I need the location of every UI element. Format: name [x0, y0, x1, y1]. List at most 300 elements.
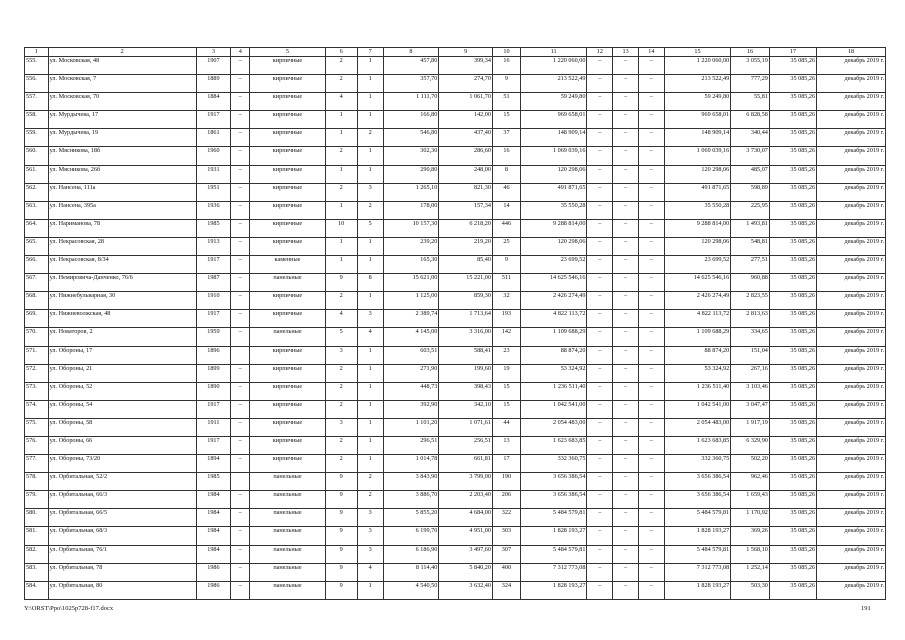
wall-material-cell: каменные	[250, 256, 325, 274]
wall-material-cell: кирпичные	[250, 418, 325, 436]
table-row	[25, 310, 886, 328]
repair-cost-cell: 2 054 483,00	[520, 418, 587, 436]
repair-deadline-cell: декабрь 2019 г.	[817, 563, 886, 581]
total-cost-cell: 14 625 546,16	[664, 274, 731, 292]
build-year-cell: 1986	[196, 581, 230, 599]
col-12-cell: –	[587, 75, 613, 93]
table-row	[25, 274, 886, 292]
floors-cell: 2	[325, 57, 357, 75]
living-area-cell: 4 684,00	[439, 509, 493, 527]
row-index-cell: 560.	[25, 147, 49, 165]
total-area-cell: 4 540,50	[383, 581, 439, 599]
cost-per-sqm-cell: 1 493,81	[731, 219, 770, 237]
total-cost-cell: 1 109 688,29	[664, 328, 731, 346]
build-year-cell: 1984	[196, 491, 230, 509]
col-4-cell: –	[231, 292, 250, 310]
cost-per-sqm-cell: 962,46	[731, 473, 770, 491]
total-cost-cell: 120 298,06	[664, 237, 731, 255]
max-cost-cell: 35 085,26	[769, 581, 816, 599]
total-cost-cell: 4 822 113,72	[664, 310, 731, 328]
table-row	[25, 527, 886, 545]
floors-cell: 2	[325, 183, 357, 201]
residents-cell: 9	[492, 75, 520, 93]
total-area-cell: 8 114,40	[383, 563, 439, 581]
table-body	[25, 57, 886, 600]
entrances-cell: 3	[357, 310, 383, 328]
max-cost-cell: 35 085,26	[769, 328, 816, 346]
table-row	[25, 165, 886, 183]
total-area-cell: 165,30	[383, 256, 439, 274]
build-year-cell: 1917	[196, 111, 230, 129]
address-cell: ул. Мясникова, 26б	[48, 165, 196, 183]
floors-cell: 2	[325, 147, 357, 165]
wall-material-cell: кирпичные	[250, 165, 325, 183]
floors-cell: 9	[325, 509, 357, 527]
col-13-cell: –	[613, 57, 639, 75]
max-cost-cell: 35 085,26	[769, 75, 816, 93]
repair-cost-cell: 7 312 773,08	[520, 563, 587, 581]
col-13-cell: –	[613, 237, 639, 255]
col-13-cell: –	[613, 111, 639, 129]
build-year-cell: 1894	[196, 455, 230, 473]
living-area-cell: 1 061,70	[439, 93, 493, 111]
col-4-cell: –	[231, 274, 250, 292]
repair-cost-cell: 23 699,52	[520, 256, 587, 274]
total-area-cell: 15 621,00	[383, 274, 439, 292]
col-12-cell: –	[587, 491, 613, 509]
col-12-cell: –	[587, 527, 613, 545]
repair-cost-cell: 9 288 814,00	[520, 219, 587, 237]
col-14-cell: –	[638, 129, 664, 147]
total-area-cell: 1 125,00	[383, 292, 439, 310]
living-area-cell: 859,30	[439, 292, 493, 310]
living-area-cell: 3 632,40	[439, 581, 493, 599]
address-cell: ул. Нансена, 111а	[48, 183, 196, 201]
column-number-header: 5	[250, 48, 325, 57]
entrances-cell: 2	[357, 491, 383, 509]
cost-per-sqm-cell: 1 252,14	[731, 563, 770, 581]
repair-cost-cell: 35 550,28	[520, 201, 587, 219]
cost-per-sqm-cell: 1 568,10	[731, 545, 770, 563]
total-cost-cell: 3 656 386,54	[664, 491, 731, 509]
col-13-cell: –	[613, 75, 639, 93]
col-14-cell: –	[638, 491, 664, 509]
address-cell: ул. Обороны, 17	[48, 346, 196, 364]
repair-cost-cell: 969 658,01	[520, 111, 587, 129]
col-4-cell: –	[231, 256, 250, 274]
document-file-path: Y:\ORST\Ppo\1025p728-f17.docx	[24, 605, 114, 612]
living-area-cell: 4 951,00	[439, 527, 493, 545]
cost-per-sqm-cell: 3 055,19	[731, 57, 770, 75]
max-cost-cell: 35 085,26	[769, 364, 816, 382]
wall-material-cell: кирпичные	[250, 382, 325, 400]
residents-cell: 446	[492, 219, 520, 237]
col-4-cell: –	[231, 201, 250, 219]
total-area-cell: 357,70	[383, 75, 439, 93]
col-13-cell: –	[613, 527, 639, 545]
repair-cost-cell: 1 828 193,27	[520, 527, 587, 545]
living-area-cell: 274,70	[439, 75, 493, 93]
total-area-cell: 296,51	[383, 436, 439, 454]
address-cell: ул. Орбитальная, 78	[48, 563, 196, 581]
total-cost-cell: 1 220 060,00	[664, 57, 731, 75]
repair-cost-cell: 59 249,80	[520, 93, 587, 111]
cost-per-sqm-cell: 369,26	[731, 527, 770, 545]
column-number-row	[25, 48, 886, 57]
max-cost-cell: 35 085,26	[769, 418, 816, 436]
table-row	[25, 491, 886, 509]
row-index-cell: 565.	[25, 237, 49, 255]
repair-cost-cell: 2 426 274,49	[520, 292, 587, 310]
repair-cost-cell: 1 109 688,29	[520, 328, 587, 346]
repair-deadline-cell: декабрь 2019 г.	[817, 274, 886, 292]
col-13-cell: –	[613, 509, 639, 527]
entrances-cell: 8	[357, 274, 383, 292]
col-4-cell: –	[231, 310, 250, 328]
wall-material-cell: кирпичные	[250, 75, 325, 93]
col-12-cell: –	[587, 455, 613, 473]
col-4-cell	[231, 473, 250, 491]
col-14-cell: –	[638, 436, 664, 454]
floors-cell: 9	[325, 274, 357, 292]
row-index-cell: 558.	[25, 111, 49, 129]
column-number-header: 15	[664, 48, 731, 57]
address-cell: ул. Некрасовская, 8/34	[48, 256, 196, 274]
build-year-cell: 1911	[196, 418, 230, 436]
entrances-cell: 1	[357, 165, 383, 183]
max-cost-cell: 35 085,26	[769, 165, 816, 183]
total-area-cell: 392,90	[383, 400, 439, 418]
residents-cell: 25	[492, 237, 520, 255]
repair-deadline-cell: декабрь 2019 г.	[817, 256, 886, 274]
table-row	[25, 111, 886, 129]
address-cell: ул. Обороны, 21	[48, 364, 196, 382]
total-area-cell: 3 886,70	[383, 491, 439, 509]
table-row	[25, 545, 886, 563]
row-index-cell: 559.	[25, 129, 49, 147]
col-14-cell: –	[638, 183, 664, 201]
living-area-cell: 588,41	[439, 346, 493, 364]
total-cost-cell: 491 871,65	[664, 183, 731, 201]
row-index-cell: 568.	[25, 292, 49, 310]
table-row	[25, 455, 886, 473]
cost-per-sqm-cell: 277,51	[731, 256, 770, 274]
build-year-cell: 1984	[196, 527, 230, 545]
column-number-header: 10	[492, 48, 520, 57]
cost-per-sqm-cell: 55,81	[731, 93, 770, 111]
living-area-cell: 437,40	[439, 129, 493, 147]
max-cost-cell: 35 085,26	[769, 491, 816, 509]
column-number-header: 18	[817, 48, 886, 57]
total-cost-cell: 148 909,14	[664, 129, 731, 147]
col-12-cell: –	[587, 545, 613, 563]
address-cell: ул. Обороны, 52	[48, 382, 196, 400]
max-cost-cell: 35 085,26	[769, 455, 816, 473]
floors-cell: 9	[325, 581, 357, 599]
row-index-cell: 555.	[25, 57, 49, 75]
col-13-cell: –	[613, 129, 639, 147]
cost-per-sqm-cell: 3 103,46	[731, 382, 770, 400]
cost-per-sqm-cell: 2 813,63	[731, 310, 770, 328]
row-index-cell: 570.	[25, 328, 49, 346]
total-area-cell: 1 265,10	[383, 183, 439, 201]
entrances-cell: 4	[357, 328, 383, 346]
total-cost-cell: 1 828 193,27	[664, 581, 731, 599]
col-12-cell: –	[587, 111, 613, 129]
total-area-cell: 6 186,90	[383, 545, 439, 563]
repair-deadline-cell: декабрь 2019 г.	[817, 111, 886, 129]
entrances-cell: 1	[357, 237, 383, 255]
living-area-cell: 219,20	[439, 237, 493, 255]
col-4-cell: –	[231, 400, 250, 418]
wall-material-cell: панельные	[250, 545, 325, 563]
max-cost-cell: 35 085,26	[769, 183, 816, 201]
column-number-header: 12	[587, 48, 613, 57]
repair-deadline-cell: декабрь 2019 г.	[817, 473, 886, 491]
col-4-cell: –	[231, 237, 250, 255]
col-14-cell: –	[638, 400, 664, 418]
column-number-header: 9	[439, 48, 493, 57]
max-cost-cell: 35 085,26	[769, 256, 816, 274]
col-13-cell: –	[613, 310, 639, 328]
col-12-cell: –	[587, 581, 613, 599]
entrances-cell: 4	[357, 563, 383, 581]
col-4-cell: –	[231, 57, 250, 75]
total-cost-cell: 5 484 579,81	[664, 509, 731, 527]
build-year-cell: 1917	[196, 310, 230, 328]
wall-material-cell: панельные	[250, 274, 325, 292]
col-13-cell: –	[613, 400, 639, 418]
max-cost-cell: 35 085,26	[769, 147, 816, 165]
col-14-cell: –	[638, 346, 664, 364]
col-13-cell: –	[613, 418, 639, 436]
floors-cell: 5	[325, 328, 357, 346]
col-12-cell: –	[587, 219, 613, 237]
page-number: 191	[861, 605, 871, 612]
row-index-cell: 564.	[25, 219, 49, 237]
max-cost-cell: 35 085,26	[769, 346, 816, 364]
total-area-cell: 166,80	[383, 111, 439, 129]
build-year-cell: 1984	[196, 509, 230, 527]
row-index-cell: 581.	[25, 527, 49, 545]
row-index-cell: 579.	[25, 491, 49, 509]
address-cell: ул. Московская, 48	[48, 57, 196, 75]
residents-cell: 15	[492, 400, 520, 418]
living-area-cell: 199,60	[439, 364, 493, 382]
table-row	[25, 256, 886, 274]
floors-cell: 3	[325, 418, 357, 436]
col-4-cell: –	[231, 93, 250, 111]
total-area-cell: 271,90	[383, 364, 439, 382]
row-index-cell: 556.	[25, 75, 49, 93]
entrances-cell: 1	[357, 436, 383, 454]
repair-deadline-cell: декабрь 2019 г.	[817, 75, 886, 93]
floors-cell: 9	[325, 563, 357, 581]
build-year-cell: 1917	[196, 256, 230, 274]
wall-material-cell: кирпичные	[250, 219, 325, 237]
total-area-cell: 302,30	[383, 147, 439, 165]
col-13-cell: –	[613, 545, 639, 563]
total-cost-cell: 1 236 511,40	[664, 382, 731, 400]
floors-cell: 4	[325, 310, 357, 328]
build-year-cell: 1896	[196, 346, 230, 364]
total-area-cell: 1 101,20	[383, 418, 439, 436]
total-cost-cell: 59 249,80	[664, 93, 731, 111]
col-12-cell: –	[587, 147, 613, 165]
build-year-cell: 1960	[196, 147, 230, 165]
column-number-header: 4	[231, 48, 250, 57]
build-year-cell: 1951	[196, 183, 230, 201]
repair-deadline-cell: декабрь 2019 г.	[817, 183, 886, 201]
floors-cell: 1	[325, 237, 357, 255]
living-area-cell: 286,60	[439, 147, 493, 165]
col-14-cell: –	[638, 455, 664, 473]
total-area-cell: 448,73	[383, 382, 439, 400]
column-number-header: 2	[48, 48, 196, 57]
col-4-cell: –	[231, 111, 250, 129]
floors-cell: 1	[325, 111, 357, 129]
wall-material-cell: панельные	[250, 563, 325, 581]
repair-deadline-cell: декабрь 2019 г.	[817, 219, 886, 237]
repair-cost-cell: 1 236 511,40	[520, 382, 587, 400]
floors-cell: 2	[325, 436, 357, 454]
max-cost-cell: 35 085,26	[769, 382, 816, 400]
table-row	[25, 509, 886, 527]
repair-deadline-cell: декабрь 2019 г.	[817, 527, 886, 545]
column-number-header: 8	[383, 48, 439, 57]
total-cost-cell: 35 550,28	[664, 201, 731, 219]
column-number-header: 13	[613, 48, 639, 57]
row-index-cell: 578.	[25, 473, 49, 491]
col-14-cell: –	[638, 237, 664, 255]
column-number-header: 7	[357, 48, 383, 57]
cost-per-sqm-cell: 548,81	[731, 237, 770, 255]
build-year-cell: 1987	[196, 274, 230, 292]
col-13-cell: –	[613, 256, 639, 274]
address-cell: ул. Обороны, 66	[48, 436, 196, 454]
floors-cell: 2	[325, 75, 357, 93]
floors-cell: 1	[325, 256, 357, 274]
living-area-cell: 399,34	[439, 57, 493, 75]
residents-cell: 46	[492, 183, 520, 201]
cost-per-sqm-cell: 340,44	[731, 129, 770, 147]
living-area-cell: 3 316,00	[439, 328, 493, 346]
column-number-header: 16	[731, 48, 770, 57]
table-row	[25, 201, 886, 219]
col-12-cell: –	[587, 183, 613, 201]
floors-cell: 9	[325, 545, 357, 563]
table-row	[25, 183, 886, 201]
col-4-cell: –	[231, 545, 250, 563]
table-row	[25, 57, 886, 75]
total-cost-cell: 2 426 274,49	[664, 292, 731, 310]
col-14-cell: –	[638, 93, 664, 111]
total-area-cell: 10 157,30	[383, 219, 439, 237]
cost-per-sqm-cell: 267,16	[731, 364, 770, 382]
living-area-cell: 1 713,64	[439, 310, 493, 328]
residents-cell: 8	[492, 165, 520, 183]
max-cost-cell: 35 085,26	[769, 201, 816, 219]
col-14-cell: –	[638, 165, 664, 183]
cost-per-sqm-cell: 777,29	[731, 75, 770, 93]
living-area-cell: 342,10	[439, 400, 493, 418]
address-cell: ул. Новаторов, 2	[48, 328, 196, 346]
build-year-cell: 1936	[196, 201, 230, 219]
repair-deadline-cell: декабрь 2019 г.	[817, 292, 886, 310]
housing-register-table	[24, 47, 886, 600]
build-year-cell: 1917	[196, 436, 230, 454]
total-area-cell: 546,80	[383, 129, 439, 147]
column-number-header: 14	[638, 48, 664, 57]
build-year-cell: 1861	[196, 129, 230, 147]
build-year-cell: 1913	[196, 237, 230, 255]
repair-cost-cell: 14 625 546,16	[520, 274, 587, 292]
repair-deadline-cell: декабрь 2019 г.	[817, 455, 886, 473]
floors-cell: 3	[325, 346, 357, 364]
repair-deadline-cell: декабрь 2019 г.	[817, 147, 886, 165]
row-index-cell: 576.	[25, 436, 49, 454]
residents-cell: 15	[492, 382, 520, 400]
col-4-cell: –	[231, 509, 250, 527]
residents-cell: 190	[492, 473, 520, 491]
address-cell: ул. Орбитальная, 76/1	[48, 545, 196, 563]
col-4-cell: –	[231, 328, 250, 346]
living-area-cell: 157,34	[439, 201, 493, 219]
entrances-cell: 1	[357, 93, 383, 111]
residents-cell: 142	[492, 328, 520, 346]
repair-cost-cell: 3 656 386,54	[520, 491, 587, 509]
cost-per-sqm-cell: 503,30	[731, 581, 770, 599]
residents-cell: 32	[492, 292, 520, 310]
floors-cell: 9	[325, 491, 357, 509]
col-14-cell: –	[638, 509, 664, 527]
total-area-cell: 457,80	[383, 57, 439, 75]
total-cost-cell: 5 484 579,81	[664, 545, 731, 563]
address-cell: ул. Орбитальная, 66/5	[48, 509, 196, 527]
living-area-cell: 248,00	[439, 165, 493, 183]
row-index-cell: 582.	[25, 545, 49, 563]
table-row	[25, 581, 886, 599]
repair-deadline-cell: декабрь 2019 г.	[817, 509, 886, 527]
cost-per-sqm-cell: 502,20	[731, 455, 770, 473]
repair-cost-cell: 120 298,06	[520, 165, 587, 183]
col-12-cell: –	[587, 237, 613, 255]
build-year-cell: 1985	[196, 219, 230, 237]
residents-cell: 17	[492, 455, 520, 473]
floors-cell: 2	[325, 455, 357, 473]
floors-cell: 10	[325, 219, 357, 237]
cost-per-sqm-cell: 960,88	[731, 274, 770, 292]
residents-cell: 15	[492, 111, 520, 129]
row-index-cell: 557.	[25, 93, 49, 111]
row-index-cell: 561.	[25, 165, 49, 183]
col-4-cell: –	[231, 491, 250, 509]
col-14-cell: –	[638, 57, 664, 75]
repair-cost-cell: 1 069 039,16	[520, 147, 587, 165]
max-cost-cell: 35 085,26	[769, 527, 816, 545]
table-row	[25, 473, 886, 491]
col-13-cell: –	[613, 274, 639, 292]
residents-cell: 16	[492, 57, 520, 75]
address-cell: ул. Мурдычева, 17	[48, 111, 196, 129]
repair-cost-cell: 5 484 579,81	[520, 509, 587, 527]
residents-cell: 23	[492, 346, 520, 364]
living-area-cell: 661,81	[439, 455, 493, 473]
cost-per-sqm-cell: 6 828,58	[731, 111, 770, 129]
row-index-cell: 567.	[25, 274, 49, 292]
col-12-cell: –	[587, 436, 613, 454]
floors-cell: 1	[325, 165, 357, 183]
